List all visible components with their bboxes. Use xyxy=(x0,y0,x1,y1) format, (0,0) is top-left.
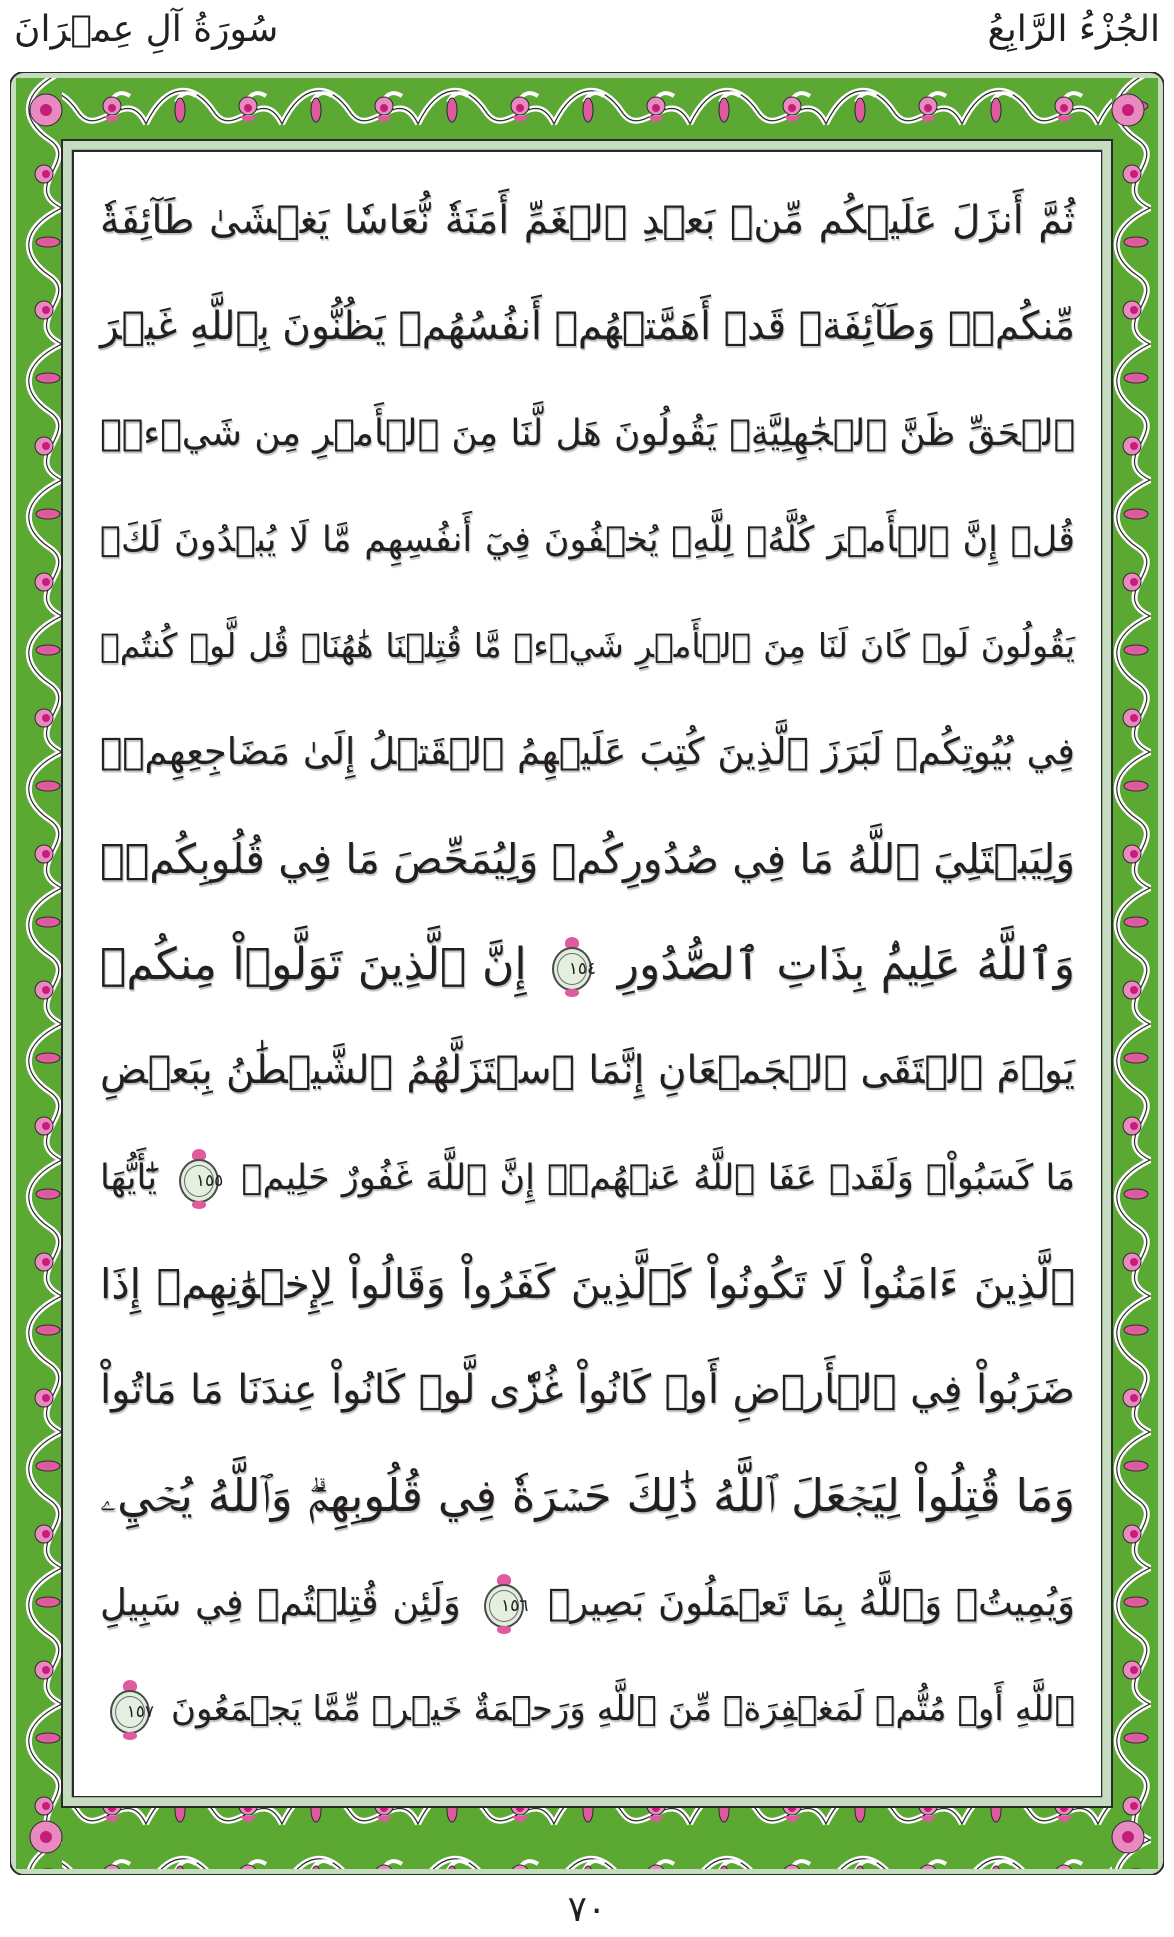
ayah-marker-icon xyxy=(175,1149,223,1209)
text-line: ٱلۡحَقِّ ظَنَّ ٱلۡجَٰهِلِيَّةِۖ يَقُولُونَ هَل لَّنَا مِنَ ٱلۡأَمۡرِ مِن شَيۡءٖۗ xyxy=(100,412,1075,454)
ayah-number: ١٥٧ xyxy=(126,1702,154,1723)
ayah-marker-icon xyxy=(480,1574,528,1634)
flower-bud-icon xyxy=(565,989,579,997)
verse-lines xyxy=(74,152,1101,1796)
page-text-panel xyxy=(74,152,1101,1796)
flower-bud-icon xyxy=(123,1732,137,1740)
ayah-number: ١٥٦ xyxy=(501,1596,529,1617)
surah-title: سُورَةُ آلِ عِمۡرَانَ xyxy=(14,9,279,50)
ayah-number: ١٥٤ xyxy=(568,958,597,979)
text-line: ثُمَّ أَنزَلَ عَلَيۡكُم مِّنۢ بَعۡدِ ٱلۡغَمِّ أَمَنَةٗ نُّعَاسٗا يَغۡشَىٰ طَآئِفَةٗ xyxy=(100,198,1075,243)
ayah-marker-icon xyxy=(548,937,596,997)
text-line: مِّنكُمۡۖ وَطَآئِفَةٞ قَدۡ أَهَمَّتۡهُمۡ أَنفُسُهُمۡ يَظُنُّونَ بِٱللَّهِ غَيۡرَ xyxy=(100,304,1075,350)
text-line: فِي بُيُوتِكُمۡ لَبَرَزَ ٱلَّذِينَ كُتِبَ عَلَيۡهِمُ ٱلۡقَتۡلُ إِلَىٰ مَضَاجِعِهِمۡۖ xyxy=(100,730,1075,774)
flower-bud-icon xyxy=(497,1626,511,1634)
ayah-marker-icon xyxy=(106,1680,154,1740)
text-line: يَوۡمَ ٱلۡتَقَى ٱلۡجَمۡعَانِ إِنَّمَا ٱسۡتَزَلَّهُمُ ٱلشَّيۡطَٰنُ بِبَعۡضِ xyxy=(100,1048,1075,1094)
text-line: وَلِيَبۡتَلِيَ ٱللَّهُ مَا فِي صُدُورِكُمۡ وَلِيُمَحِّصَ مَا فِي قُلُوبِكُمۡۚ xyxy=(100,834,1075,883)
text-line: ٱللَّهِ أَوۡ مُتُّمۡ لَمَغۡفِرَةٞ مِّنَ ٱللَّهِ وَرَحۡمَةٌ خَيۡرٞ مِّمَّا يَجۡمَعُونَ ١٥٧ xyxy=(100,1662,1075,1756)
text-line: ٱلَّذِينَ ءَامَنُواْ لَا تَكُونُواْ كَٱلَّذِينَ كَفَرُواْ وَقَالُواْ لِإِخۡوَٰنِهِمۡ إِذَا xyxy=(100,1259,1075,1308)
text-line: مَا كَسَبُواْۖ وَلَقَدۡ عَفَا ٱللَّهُ عَنۡهُمۡۗ إِنَّ ٱللَّهَ غَفُورٌ حَلِيمٞ ١٥٥ يَٰٓأَيُّهَا xyxy=(100,1131,1075,1225)
page-header xyxy=(0,0,1174,70)
text-line: وَٱللَّهُ عَلِيمُۢ بِذَاتِ ٱلصُّدُورِ ١٥٤ إِنَّ ٱلَّذِينَ تَوَلَّوۡاْ مِنكُمۡ xyxy=(100,918,1075,1012)
page-number: ٧٠ xyxy=(567,1889,607,1930)
ayah-number: ١٥٥ xyxy=(195,1170,224,1191)
text-line: قُلۡ إِنَّ ٱلۡأَمۡرَ كُلَّهُۥ لِلَّهِۗ يُخۡفُونَ فِيٓ أَنفُسِهِم مَّا لَا يُبۡدُونَ لَكَۖ xyxy=(100,519,1075,560)
juz-title: الجُزْءُ الرَّابِعُ xyxy=(987,9,1160,50)
text-line: ضَرَبُواْ فِي ٱلۡأَرۡضِ أَوۡ كَانُواْ غُزّٗى لَّوۡ كَانُواْ عِندَنَا مَا مَاتُواْ xyxy=(100,1367,1075,1414)
text-line: وَمَا قُتِلُواْ لِيَجۡعَلَ ٱللَّهُ ذَٰلِكَ حَسۡرَةٗ فِي قُلُوبِهِمۡۗ وَٱللَّهُ يُحۡيِۦ xyxy=(100,1469,1075,1523)
text-line: وَيُمِيتُۗ وَٱللَّهُ بِمَا تَعۡمَلُونَ بَصِيرٞ ١٥٦ وَلَئِن قُتِلۡتُمۡ فِي سَبِيلِ xyxy=(100,1556,1075,1650)
flower-bud-icon xyxy=(192,1201,206,1209)
text-line: يَقُولُونَ لَوۡ كَانَ لَنَا مِنَ ٱلۡأَمۡرِ شَيۡءٞ مَّا قُتِلۡنَا هَٰهُنَاۗ قُل لَّوۡ كُنتُمۡ xyxy=(100,626,1075,666)
